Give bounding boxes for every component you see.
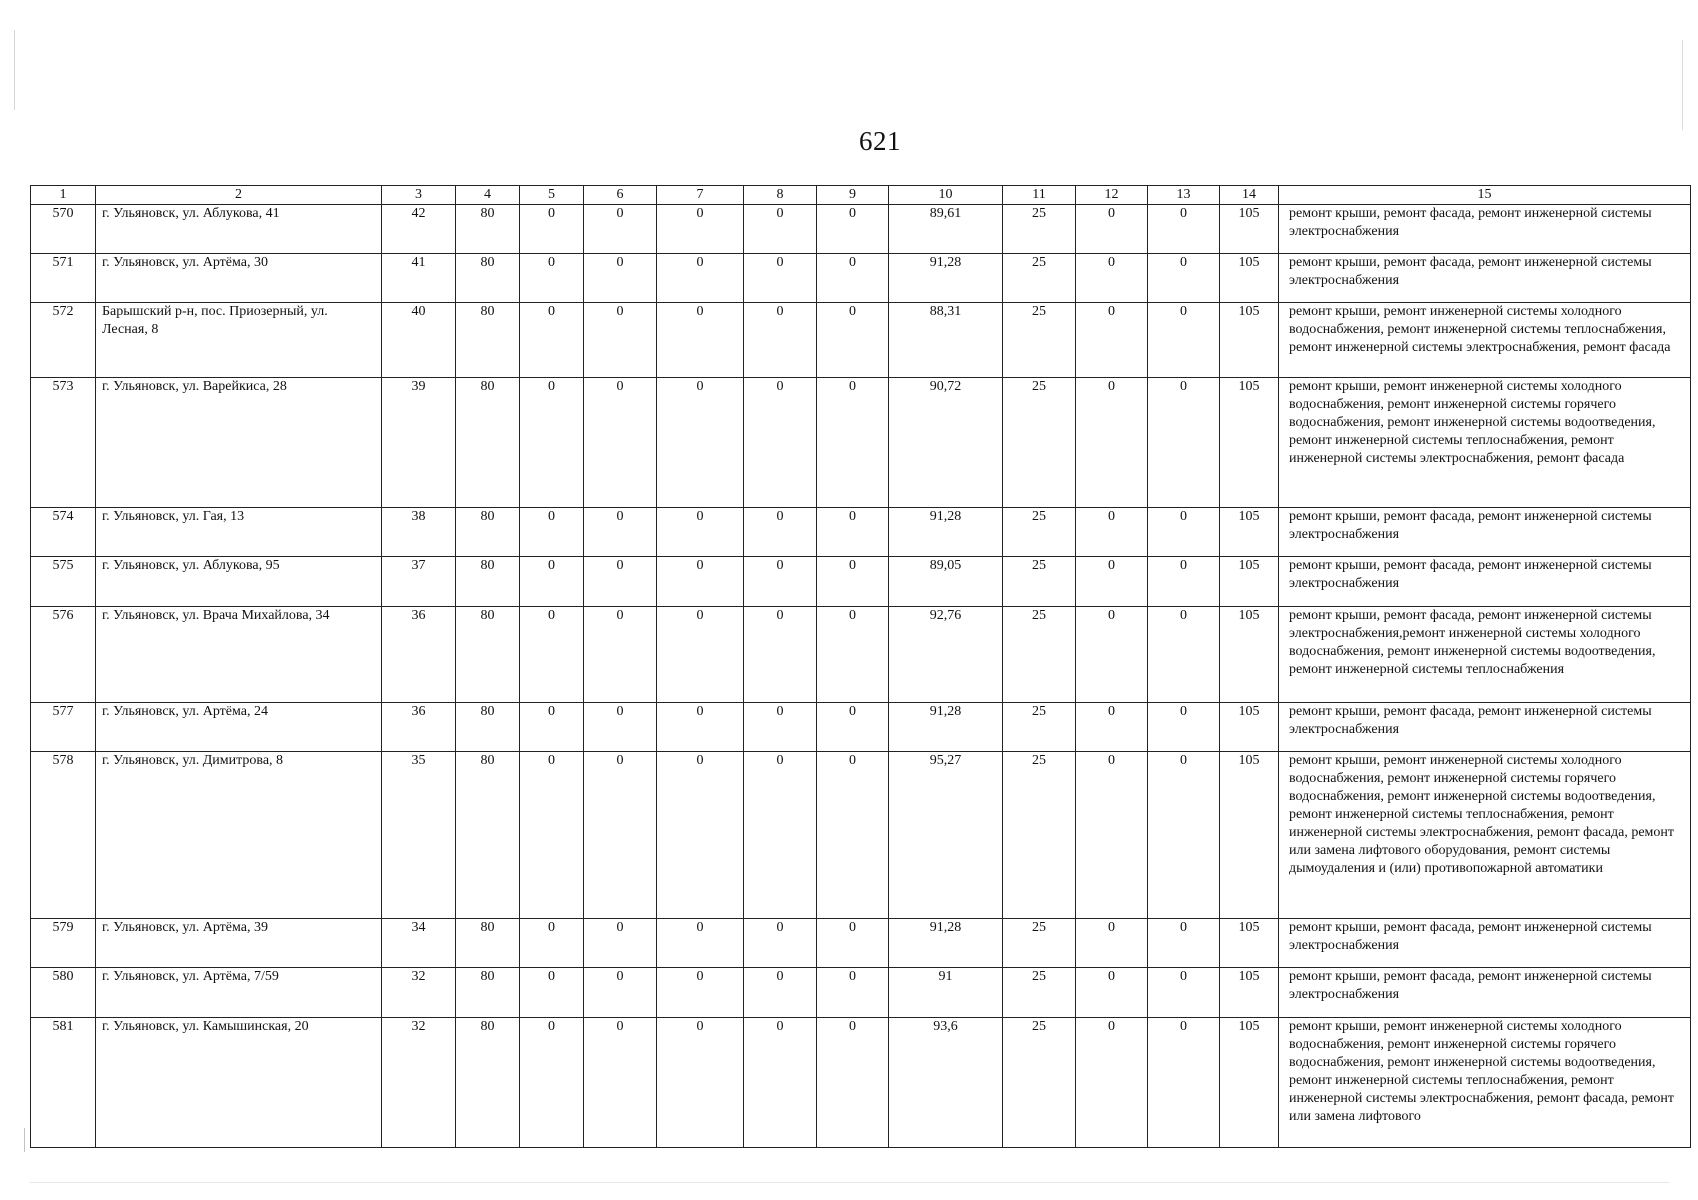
cell-col-10: 95,27 (889, 752, 1003, 919)
works-cell: ремонт крыши, ремонт фасада, ремонт инженерной системы электроснабжения,ремонт инженерной системы холодного водоснабжения, ремонт инженерной системы водоотведения, ремонт инженерной системы теплоснабжения (1279, 607, 1691, 703)
works-cell: ремонт крыши, ремонт фасада, ремонт инженерной системы электроснабжения (1279, 508, 1691, 557)
cell-col-11: 25 (1003, 508, 1076, 557)
cell-col-7: 0 (657, 607, 744, 703)
cell-col-5: 0 (520, 752, 584, 919)
cell-col-5: 0 (520, 968, 584, 1018)
cell-col-6: 0 (584, 557, 657, 607)
cell-col-13: 0 (1148, 968, 1220, 1018)
cell-col-3: 38 (382, 508, 456, 557)
cell-col-13: 0 (1148, 703, 1220, 752)
cell-col-6: 0 (584, 919, 657, 968)
cell-col-12: 0 (1076, 205, 1148, 254)
cell-col-11: 25 (1003, 607, 1076, 703)
cell-col-11: 25 (1003, 205, 1076, 254)
address-cell: г. Ульяновск, ул. Аблукова, 41 (96, 205, 382, 254)
cell-col-13: 0 (1148, 1018, 1220, 1148)
cell-col-7: 0 (657, 205, 744, 254)
row-number-cell: 580 (31, 968, 96, 1018)
address-cell: г. Ульяновск, ул. Гая, 13 (96, 508, 382, 557)
cell-col-4: 80 (456, 378, 520, 508)
cell-col-14: 105 (1220, 1018, 1279, 1148)
cell-col-3: 36 (382, 607, 456, 703)
cell-col-4: 80 (456, 303, 520, 378)
cell-col-14: 105 (1220, 607, 1279, 703)
cell-col-14: 105 (1220, 703, 1279, 752)
cell-col-10: 92,76 (889, 607, 1003, 703)
cell-col-11: 25 (1003, 752, 1076, 919)
cell-col-13: 0 (1148, 303, 1220, 378)
column-header-13: 13 (1148, 186, 1220, 205)
cell-col-12: 0 (1076, 919, 1148, 968)
cell-col-13: 0 (1148, 557, 1220, 607)
cell-col-11: 25 (1003, 919, 1076, 968)
column-header-2: 2 (96, 186, 382, 205)
cell-col-5: 0 (520, 919, 584, 968)
cell-col-3: 35 (382, 752, 456, 919)
table-row (31, 378, 1691, 508)
row-number-cell: 572 (31, 303, 96, 378)
scan-edge-mark (24, 1128, 25, 1152)
cell-col-7: 0 (657, 378, 744, 508)
address-cell: г. Ульяновск, ул. Артёма, 30 (96, 254, 382, 303)
table-row (31, 703, 1691, 752)
cell-col-10: 88,31 (889, 303, 1003, 378)
cell-col-9: 0 (817, 703, 889, 752)
cell-col-7: 0 (657, 508, 744, 557)
cell-col-9: 0 (817, 919, 889, 968)
cell-col-4: 80 (456, 1018, 520, 1148)
cell-col-12: 0 (1076, 968, 1148, 1018)
cell-col-8: 0 (744, 703, 817, 752)
cell-col-12: 0 (1076, 1018, 1148, 1148)
column-header-3: 3 (382, 186, 456, 205)
cell-col-3: 34 (382, 919, 456, 968)
cell-col-8: 0 (744, 557, 817, 607)
cell-col-12: 0 (1076, 607, 1148, 703)
cell-col-3: 36 (382, 703, 456, 752)
cell-col-13: 0 (1148, 378, 1220, 508)
table-row (31, 254, 1691, 303)
column-header-10: 10 (889, 186, 1003, 205)
address-cell: г. Ульяновск, ул. Врача Михайлова, 34 (96, 607, 382, 703)
works-cell: ремонт крыши, ремонт фасада, ремонт инженерной системы электроснабжения (1279, 254, 1691, 303)
scan-edge-mark (14, 30, 15, 110)
cell-col-14: 105 (1220, 378, 1279, 508)
cell-col-9: 0 (817, 508, 889, 557)
cell-col-10: 93,6 (889, 1018, 1003, 1148)
cell-col-9: 0 (817, 557, 889, 607)
table-row (31, 919, 1691, 968)
cell-col-3: 41 (382, 254, 456, 303)
cell-col-3: 42 (382, 205, 456, 254)
cell-col-7: 0 (657, 557, 744, 607)
column-header-7: 7 (657, 186, 744, 205)
cell-col-8: 0 (744, 508, 817, 557)
cell-col-3: 32 (382, 968, 456, 1018)
capital-repair-table (30, 185, 1691, 1148)
works-cell: ремонт крыши, ремонт инженерной системы холодного водоснабжения, ремонт инженерной системы горячего водоснабжения, ремонт инженерной системы водоотведения, ремонт инженерной системы теплоснабжения, ремонт инженерной системы электроснабжения, ремонт фасада, ремонт или замена лифтового оборудования, ремонт системы дымоудаления и (или) противопожарной автоматики (1279, 752, 1691, 919)
cell-col-6: 0 (584, 205, 657, 254)
cell-col-14: 105 (1220, 968, 1279, 1018)
works-cell: ремонт крыши, ремонт фасада, ремонт инженерной системы электроснабжения (1279, 557, 1691, 607)
table-header (31, 186, 1691, 205)
address-cell: г. Ульяновск, ул. Артёма, 24 (96, 703, 382, 752)
table-row (31, 607, 1691, 703)
row-number-cell: 570 (31, 205, 96, 254)
cell-col-5: 0 (520, 1018, 584, 1148)
cell-col-9: 0 (817, 303, 889, 378)
cell-col-5: 0 (520, 378, 584, 508)
cell-col-7: 0 (657, 703, 744, 752)
cell-col-4: 80 (456, 557, 520, 607)
column-header-9: 9 (817, 186, 889, 205)
works-cell: ремонт крыши, ремонт фасада, ремонт инженерной системы электроснабжения (1279, 919, 1691, 968)
cell-col-10: 91,28 (889, 703, 1003, 752)
column-header-4: 4 (456, 186, 520, 205)
cell-col-11: 25 (1003, 254, 1076, 303)
address-cell: г. Ульяновск, ул. Аблукова, 95 (96, 557, 382, 607)
cell-col-14: 105 (1220, 254, 1279, 303)
works-cell: ремонт крыши, ремонт инженерной системы холодного водоснабжения, ремонт инженерной системы горячего водоснабжения, ремонт инженерной системы водоотведения, ремонт инженерной системы теплоснабжения, ремонт инженерной системы электроснабжения, ремонт фасада, ремонт или замена лифтового (1279, 1018, 1691, 1148)
cell-col-5: 0 (520, 254, 584, 303)
address-cell: г. Ульяновск, ул. Камышинская, 20 (96, 1018, 382, 1148)
cell-col-14: 105 (1220, 557, 1279, 607)
cell-col-6: 0 (584, 303, 657, 378)
cell-col-11: 25 (1003, 968, 1076, 1018)
row-number-cell: 576 (31, 607, 96, 703)
scan-edge-mark (1682, 40, 1683, 130)
cell-col-4: 80 (456, 752, 520, 919)
cell-col-9: 0 (817, 1018, 889, 1148)
row-number-cell: 575 (31, 557, 96, 607)
cell-col-13: 0 (1148, 254, 1220, 303)
cell-col-9: 0 (817, 607, 889, 703)
table-row (31, 205, 1691, 254)
cell-col-10: 91 (889, 968, 1003, 1018)
column-header-5: 5 (520, 186, 584, 205)
address-cell: г. Ульяновск, ул. Варейкиса, 28 (96, 378, 382, 508)
cell-col-3: 39 (382, 378, 456, 508)
cell-col-7: 0 (657, 1018, 744, 1148)
works-cell: ремонт крыши, ремонт инженерной системы холодного водоснабжения, ремонт инженерной системы горячего водоснабжения, ремонт инженерной системы водоотведения, ремонт инженерной системы теплоснабжения, ремонт инженерной системы электроснабжения, ремонт фасада (1279, 378, 1691, 508)
cell-col-10: 91,28 (889, 508, 1003, 557)
cell-col-4: 80 (456, 607, 520, 703)
column-header-8: 8 (744, 186, 817, 205)
table-row (31, 303, 1691, 378)
cell-col-7: 0 (657, 752, 744, 919)
page-number: 621 (859, 126, 901, 156)
cell-col-6: 0 (584, 703, 657, 752)
cell-col-10: 90,72 (889, 378, 1003, 508)
cell-col-9: 0 (817, 254, 889, 303)
cell-col-12: 0 (1076, 557, 1148, 607)
cell-col-8: 0 (744, 752, 817, 919)
cell-col-5: 0 (520, 557, 584, 607)
cell-col-10: 89,61 (889, 205, 1003, 254)
cell-col-4: 80 (456, 968, 520, 1018)
works-cell: ремонт крыши, ремонт фасада, ремонт инженерной системы электроснабжения (1279, 968, 1691, 1018)
cell-col-12: 0 (1076, 752, 1148, 919)
row-number-cell: 581 (31, 1018, 96, 1148)
works-cell: ремонт крыши, ремонт фасада, ремонт инженерной системы электроснабжения (1279, 703, 1691, 752)
cell-col-14: 105 (1220, 752, 1279, 919)
row-number-cell: 578 (31, 752, 96, 919)
column-header-11: 11 (1003, 186, 1076, 205)
column-header-15: 15 (1279, 186, 1691, 205)
cell-col-12: 0 (1076, 508, 1148, 557)
cell-col-4: 80 (456, 703, 520, 752)
column-header-14: 14 (1220, 186, 1279, 205)
table-body (31, 205, 1691, 1148)
cell-col-8: 0 (744, 254, 817, 303)
cell-col-6: 0 (584, 1018, 657, 1148)
cell-col-8: 0 (744, 919, 817, 968)
column-header-12: 12 (1076, 186, 1148, 205)
address-cell: г. Ульяновск, ул. Димитрова, 8 (96, 752, 382, 919)
cell-col-13: 0 (1148, 205, 1220, 254)
cell-col-8: 0 (744, 378, 817, 508)
table-row (31, 1018, 1691, 1148)
cell-col-10: 91,28 (889, 919, 1003, 968)
cell-col-3: 32 (382, 1018, 456, 1148)
cell-col-6: 0 (584, 254, 657, 303)
table-row (31, 752, 1691, 919)
cell-col-9: 0 (817, 378, 889, 508)
cell-col-8: 0 (744, 303, 817, 378)
row-number-cell: 574 (31, 508, 96, 557)
cell-col-4: 80 (456, 205, 520, 254)
cell-col-6: 0 (584, 752, 657, 919)
cell-col-8: 0 (744, 607, 817, 703)
cell-col-6: 0 (584, 508, 657, 557)
cell-col-5: 0 (520, 205, 584, 254)
cell-col-6: 0 (584, 607, 657, 703)
scan-edge-mark (30, 1182, 1670, 1183)
cell-col-6: 0 (584, 378, 657, 508)
cell-col-13: 0 (1148, 607, 1220, 703)
cell-col-4: 80 (456, 254, 520, 303)
cell-col-8: 0 (744, 205, 817, 254)
cell-col-8: 0 (744, 968, 817, 1018)
cell-col-5: 0 (520, 508, 584, 557)
cell-col-11: 25 (1003, 703, 1076, 752)
cell-col-11: 25 (1003, 557, 1076, 607)
cell-col-6: 0 (584, 968, 657, 1018)
cell-col-14: 105 (1220, 205, 1279, 254)
address-cell: г. Ульяновск, ул. Артёма, 7/59 (96, 968, 382, 1018)
column-header-1: 1 (31, 186, 96, 205)
address-cell: Барышский р-н, пос. Приозерный, ул. Лесная, 8 (96, 303, 382, 378)
row-number-cell: 573 (31, 378, 96, 508)
cell-col-9: 0 (817, 205, 889, 254)
cell-col-9: 0 (817, 968, 889, 1018)
cell-col-14: 105 (1220, 919, 1279, 968)
cell-col-7: 0 (657, 968, 744, 1018)
cell-col-13: 0 (1148, 508, 1220, 557)
cell-col-9: 0 (817, 752, 889, 919)
cell-col-12: 0 (1076, 703, 1148, 752)
cell-col-14: 105 (1220, 508, 1279, 557)
cell-col-12: 0 (1076, 303, 1148, 378)
cell-col-7: 0 (657, 254, 744, 303)
cell-col-12: 0 (1076, 378, 1148, 508)
table-row (31, 508, 1691, 557)
cell-col-11: 25 (1003, 1018, 1076, 1148)
table-row (31, 968, 1691, 1018)
cell-col-3: 37 (382, 557, 456, 607)
cell-col-3: 40 (382, 303, 456, 378)
header-row (31, 186, 1691, 205)
cell-col-10: 89,05 (889, 557, 1003, 607)
cell-col-4: 80 (456, 508, 520, 557)
works-cell: ремонт крыши, ремонт инженерной системы холодного водоснабжения, ремонт инженерной системы теплоснабжения, ремонт инженерной системы электроснабжения, ремонт фасада (1279, 303, 1691, 378)
table-row (31, 557, 1691, 607)
cell-col-13: 0 (1148, 752, 1220, 919)
cell-col-5: 0 (520, 303, 584, 378)
cell-col-11: 25 (1003, 303, 1076, 378)
cell-col-8: 0 (744, 1018, 817, 1148)
row-number-cell: 577 (31, 703, 96, 752)
address-cell: г. Ульяновск, ул. Артёма, 39 (96, 919, 382, 968)
row-number-cell: 571 (31, 254, 96, 303)
works-cell: ремонт крыши, ремонт фасада, ремонт инженерной системы электроснабжения (1279, 205, 1691, 254)
cell-col-5: 0 (520, 607, 584, 703)
cell-col-14: 105 (1220, 303, 1279, 378)
row-number-cell: 579 (31, 919, 96, 968)
cell-col-5: 0 (520, 703, 584, 752)
cell-col-4: 80 (456, 919, 520, 968)
cell-col-7: 0 (657, 919, 744, 968)
cell-col-10: 91,28 (889, 254, 1003, 303)
cell-col-13: 0 (1148, 919, 1220, 968)
cell-col-12: 0 (1076, 254, 1148, 303)
cell-col-7: 0 (657, 303, 744, 378)
column-header-6: 6 (584, 186, 657, 205)
cell-col-11: 25 (1003, 378, 1076, 508)
